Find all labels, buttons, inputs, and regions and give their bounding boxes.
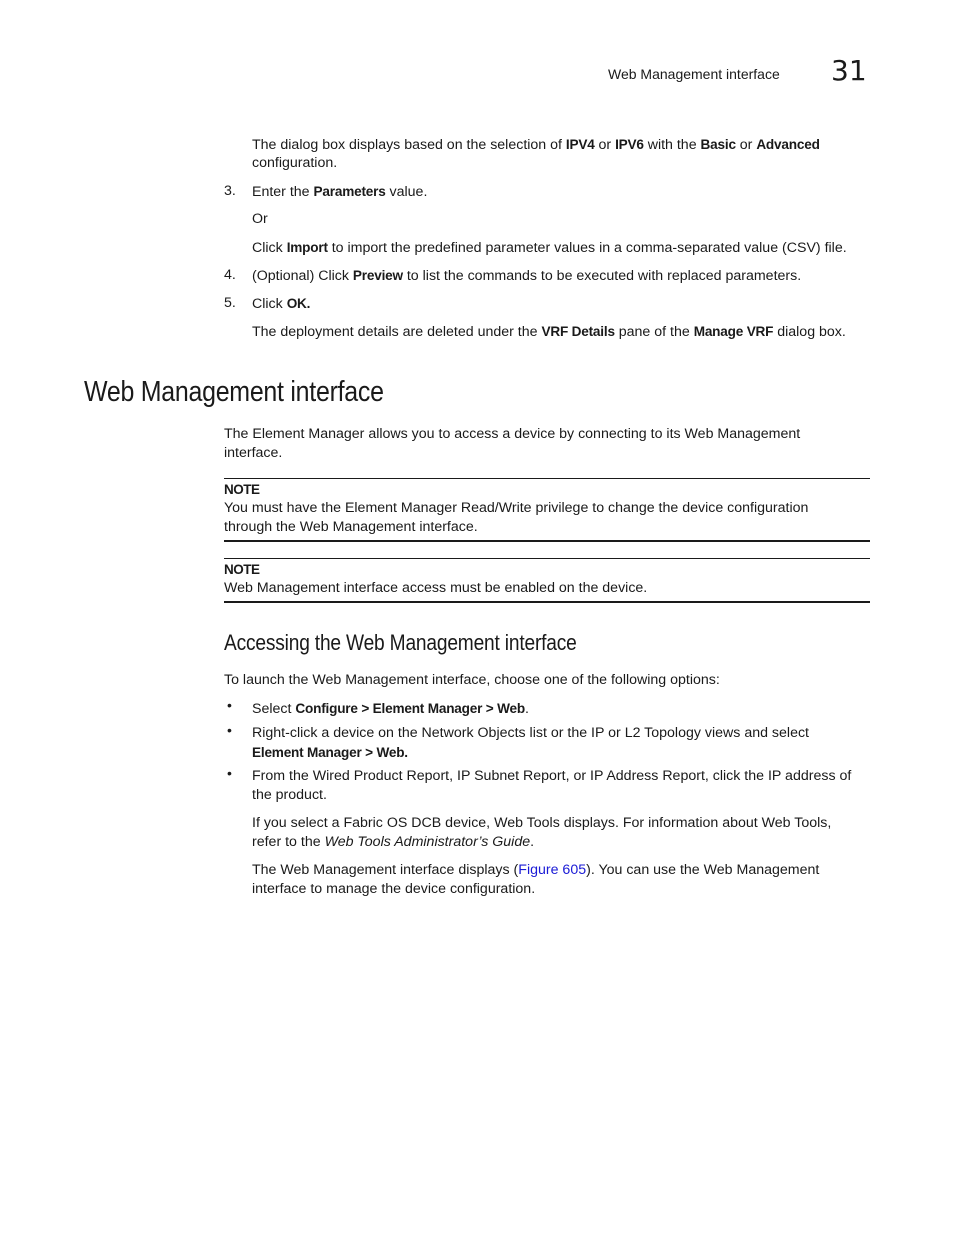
note-top-rule [224,478,870,479]
note-label: NOTE [224,482,260,497]
guide-title: Web Tools Administrator’s Guide [324,834,531,850]
step-5-result: The deployment details are deleted under the VRF Details pane of the Manage VRF dialog box. [252,324,846,340]
bullet-2-line-1: Right-click a device on the Network Objects list or the IP or L2 Topology views and select [252,725,809,741]
section-paragraph-line-1: The Element Manager allows you to access a device by connecting to its Web Management [224,426,801,442]
note-bottom-rule [224,540,870,542]
note-label: NOTE [224,562,260,577]
intro-line-2: configuration. [252,155,338,171]
subsection-intro: To launch the Web Management interface, choose one of the following options: [224,672,720,688]
subsection-heading: Accessing the Web Management interface [224,630,577,655]
step-or: Or [252,211,268,227]
bullet-glyph: • [227,765,232,781]
bullet-glyph: • [227,697,232,713]
step-number: 5. [224,295,236,311]
web-tools-line-1: If you select a Fabric OS DCB device, Web Tools displays. For information about Web Tools, [252,815,832,831]
note-2-line-1: Web Management interface access must be enabled on the device. [224,580,648,596]
figure-link[interactable]: Figure 605 [518,862,587,878]
web-tools-line-2: refer to the Web Tools Administrator’s Guide. [252,834,535,850]
note-top-rule [224,558,870,559]
step-5-text: Click OK. [252,296,311,312]
bullet-2-line-2: Element Manager > Web. [252,745,408,760]
display-line-2: interface to manage the device configuration. [252,881,536,897]
intro-line-1: The dialog box displays based on the selection of IPV4 or IPV6 with the Basic or Advanced [252,137,820,153]
step-4-text: (Optional) Click Preview to list the commands to be executed with replaced parameters. [252,268,802,284]
chapter-number: 31 [831,54,867,87]
step-3-text: Enter the Parameters value. [252,184,428,200]
bullet-glyph: • [227,722,232,738]
running-header-title: Web Management interface [608,66,780,82]
bullet-3-line-2: the product. [252,787,327,803]
step-import-text: Click Import to import the predefined parameter values in a comma-separated value (CSV) file. [252,240,847,256]
note-1-line-2: through the Web Management interface. [224,519,478,535]
step-number: 4. [224,267,236,283]
section-heading: Web Management interface [84,376,384,408]
step-number: 3. [224,183,236,199]
bullet-1-text: Select Configure > Element Manager > Web. [252,701,529,717]
bullet-3-line-1: From the Wired Product Report, IP Subnet Report, or IP Address Report, click the IP address of [252,768,852,784]
note-bottom-rule [224,601,870,603]
section-paragraph-line-2: interface. [224,445,283,461]
note-1-line-1: You must have the Element Manager Read/Write privilege to change the device configuration [224,500,809,516]
display-line-1: The Web Management interface displays (Figure 605). You can use the Web Management [252,862,820,878]
